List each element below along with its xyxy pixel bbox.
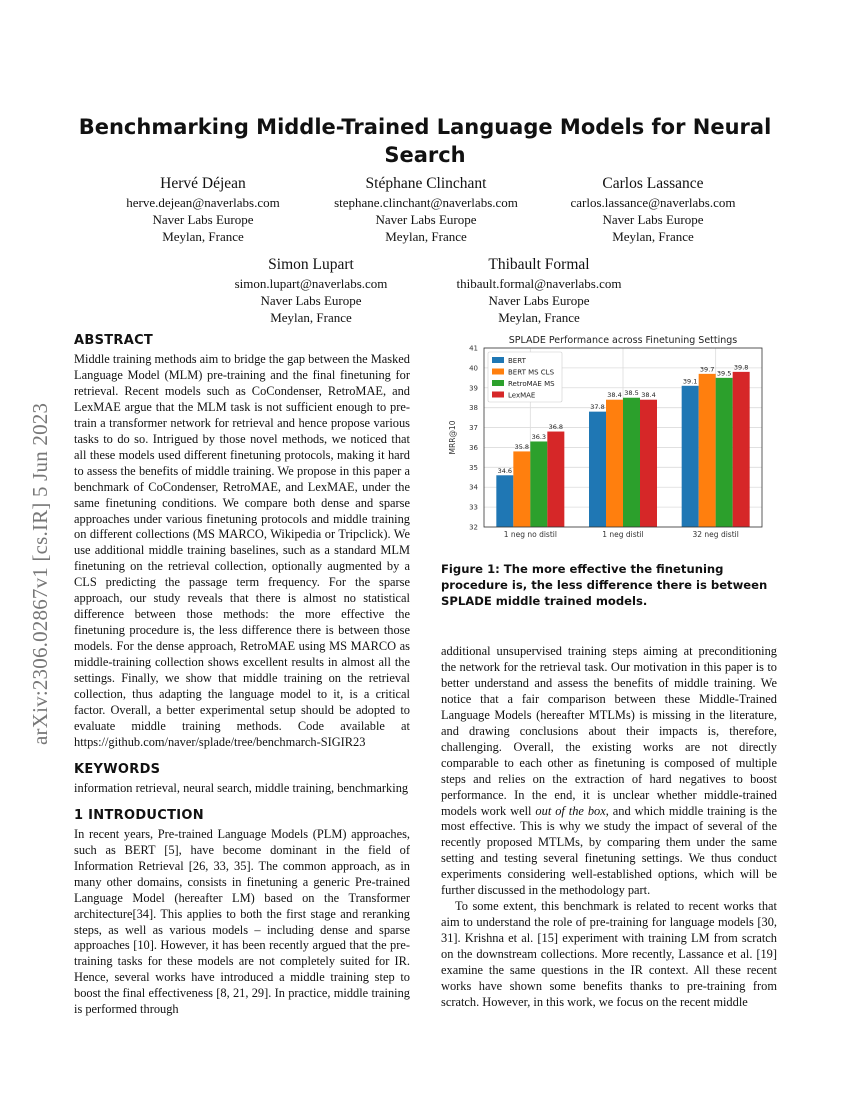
data-label: 39.1 [682, 377, 698, 386]
x-tick-label: 1 neg no distil [503, 530, 557, 539]
y-tick-label: 36 [469, 443, 478, 452]
y-tick-label: 37 [469, 424, 478, 433]
author-name: Carlos Lassance [602, 175, 704, 192]
chart-title: SPLADE Performance across Finetuning Settings [508, 335, 738, 346]
author-location: Meylan, France [498, 310, 580, 325]
paper-title: Benchmarking Middle-Trained Language Models for Neural Search [78, 115, 772, 167]
data-label: 38.4 [641, 391, 656, 400]
data-label: 36.8 [548, 423, 564, 432]
data-label: 37.8 [590, 403, 605, 412]
author-location: Meylan, France [162, 229, 244, 244]
data-label: 39.7 [699, 365, 715, 374]
author-email: stephane.clinchant@naverlabs.com [334, 195, 518, 210]
data-label: 35.8 [514, 442, 530, 451]
bar-retromae-ms [623, 398, 640, 527]
author-affiliation: Naver Labs Europe [260, 293, 362, 308]
introduction-heading: 1 INTRODUCTION [74, 807, 204, 823]
bar-retromae-ms [716, 378, 733, 527]
bar-lexmae [547, 432, 564, 527]
author-affiliation: Naver Labs Europe [602, 212, 704, 227]
author-location: Meylan, France [270, 310, 352, 325]
x-tick-label: 1 neg distil [602, 530, 644, 539]
data-label: 39.5 [716, 369, 732, 378]
data-label: 39.8 [733, 363, 749, 372]
data-label: 38.5 [624, 389, 639, 398]
x-tick-label: 32 neg distil [692, 530, 739, 539]
author-affiliation: Naver Labs Europe [488, 293, 590, 308]
introduction-paragraph-continued [441, 644, 777, 899]
intro-text-emphasis: out of the box [535, 803, 606, 818]
author-block [533, 174, 773, 245]
y-axis-label: MRR@10 [448, 420, 457, 455]
y-tick-label: 39 [469, 384, 478, 393]
splade-bar-chart [442, 332, 777, 554]
introduction-paragraph: In recent years, Pre-trained Language Models (PLM) approaches, such as BERT [5], have become dominant in the field of Information Retrieval [26, 33, 35]. The common approach, as in many other domains, consists in finetuning a generic Pre-trained Language Model (hereafter LM) based on the Transformer architecture[34]. This applies to both the first stage and reranking steps, as well as various models – including dense and sparse approaches [10]. However, it has been recently argued that the pre-training tasks for these models are not completely suited for IR. Hence, several works have introduced a middle training step to boost the final effectiveness [8, 21, 29]. In practice, middle training is performed through [74, 826, 410, 1017]
intro-text-part: additional unsupervised training steps aiming at preconditioning the network for the retrieval task. Our motivation in this paper is to better understand and assess the benefits of middle training. We notice that a fair comparison between these Middle-Trained Language Models (hereafter MTLMs) is missing in the literature, and drawing conclusions about their impacts is, therefore, challenging. Overall, the existing works are not directly comparable to each other as finetuning is composed of multiple steps and relies on the extraction of hard negatives to boost performance. In the end, it is unclear whether middle-trained models work well [441, 644, 777, 818]
bar-lexmae [640, 400, 657, 527]
author-affiliation: Naver Labs Europe [375, 212, 477, 227]
left-column [74, 332, 410, 1018]
data-label: 38.4 [607, 391, 622, 400]
author-location: Meylan, France [612, 229, 694, 244]
bar-bert [589, 412, 606, 527]
bar-bert-ms-cls [606, 400, 623, 527]
author-block [191, 255, 431, 326]
data-label: 34.6 [497, 466, 513, 475]
author-email: herve.dejean@naverlabs.com [126, 195, 280, 210]
legend-swatch [492, 357, 504, 363]
y-tick-label: 32 [469, 523, 478, 532]
author-block [419, 255, 659, 326]
legend-swatch [492, 369, 504, 375]
author-block [83, 174, 323, 245]
introduction-paragraph: To some extent, this benchmark is related to recent works that aim to understand the role of pre-training for language models [30, 31]. Krishna et al. [15] experiment with training LM from scratch on the downstream collections. More recently, Lassance et al. [19] examine the same questions in the IR context. All these recent works have shown some benefits thanks to pre-training from scratch. However, in this work, we focus on the recent middle [441, 899, 777, 1009]
author-name: Stéphane Clinchant [365, 175, 487, 192]
bar-bert [496, 475, 513, 527]
arxiv-identifier: arXiv:2306.02867v1 [cs.IR] 5 Jun 2023 [28, 402, 52, 745]
keywords-heading: KEYWORDS [74, 761, 161, 777]
y-tick-label: 40 [469, 364, 478, 373]
bar-bert [682, 386, 699, 527]
y-tick-label: 41 [469, 344, 478, 353]
author-location: Meylan, France [385, 229, 467, 244]
y-tick-label: 33 [469, 503, 478, 512]
y-tick-label: 38 [469, 404, 478, 413]
legend-entry: LexMAE [508, 391, 536, 400]
y-tick-label: 34 [469, 483, 478, 492]
legend-entry: BERT [508, 357, 526, 365]
bar-lexmae [733, 372, 750, 527]
figure-caption: Figure 1: The more effective the finetuning procedure is, the less difference there is between SPLADE middle trained models. [441, 562, 768, 608]
data-label: 36.3 [531, 432, 547, 441]
legend-entry: RetroMAE MS [508, 380, 555, 388]
right-column [441, 561, 777, 1011]
author-email: simon.lupart@naverlabs.com [234, 276, 388, 291]
bar-bert-ms-cls [513, 451, 530, 527]
legend-swatch [492, 392, 504, 398]
abstract-heading: ABSTRACT [74, 333, 154, 348]
intro-text-part: , and which middle training is the most effective. This is why we study the impact of several of the recently proposed MTLMs, by comparing them under the same setting and testing several finetuning settings. We thus conduct experiments considering well-established options, which will be further discussed in the methodology part. [441, 803, 778, 898]
legend-entry: BERT MS CLS [508, 368, 555, 377]
y-tick-label: 35 [469, 463, 478, 472]
author-affiliation: Naver Labs Europe [152, 212, 254, 227]
author-email: carlos.lassance@naverlabs.com [570, 195, 736, 210]
bar-bert-ms-cls [699, 374, 716, 527]
legend-swatch [492, 380, 504, 386]
bar-retromae-ms [530, 441, 547, 527]
author-name: Hervé Déjean [160, 175, 246, 192]
figure-1 [442, 332, 777, 554]
author-name: Simon Lupart [268, 256, 354, 273]
author-name: Thibault Formal [488, 256, 590, 273]
keywords-text: information retrieval, neural search, middle training, benchmarking [74, 780, 409, 795]
author-email: thibault.formal@naverlabs.com [456, 276, 622, 291]
author-block [306, 174, 546, 245]
abstract-text: Middle training methods aim to bridge the gap between the Masked Language Model (MLM) pre-training and the final finetuning for retrieval. Recent models such as CoCondenser, RetroMAE, and LexMAE argue that the MLM task is not sufficient enough to pre-train a transformer network for retrieval and hence propose various tasks to do so. Intrigued by those novel methods, we noticed that all these models used different finetuning protocols, making it hard to assess the benefits of middle training. We propose in this paper a benchmark of CoCondenser, RetroMAE, and LexMAE, under the same finetuning conditions. We compare both dense and sparse approaches under various finetuning protocols and middle training on different collections (MS MARCO, Wikipedia or Tripclick). We use additional middle training baselines, such as a standard MLM finetuning on the retrieval collection, optionally augmented by a CLS predicting the passage term frequency. For the sparse approach, our study reveals that there is almost no statistical difference between those methods: the more effective the finetuning procedure is, the less difference there is between those models. For the dense approach, RetroMAE using MS MARCO as middle-training collection shows excellent results in almost all the settings. Finally, we show that middle training on the retrieval collection, thus adapting the language model to it, is a critical factor. Overall, a better experimental setup should be adopted to evaluate middle training methods. Code available at https://github.com/naver/splade/tree/benchmarch-SIGIR23 [74, 352, 410, 749]
